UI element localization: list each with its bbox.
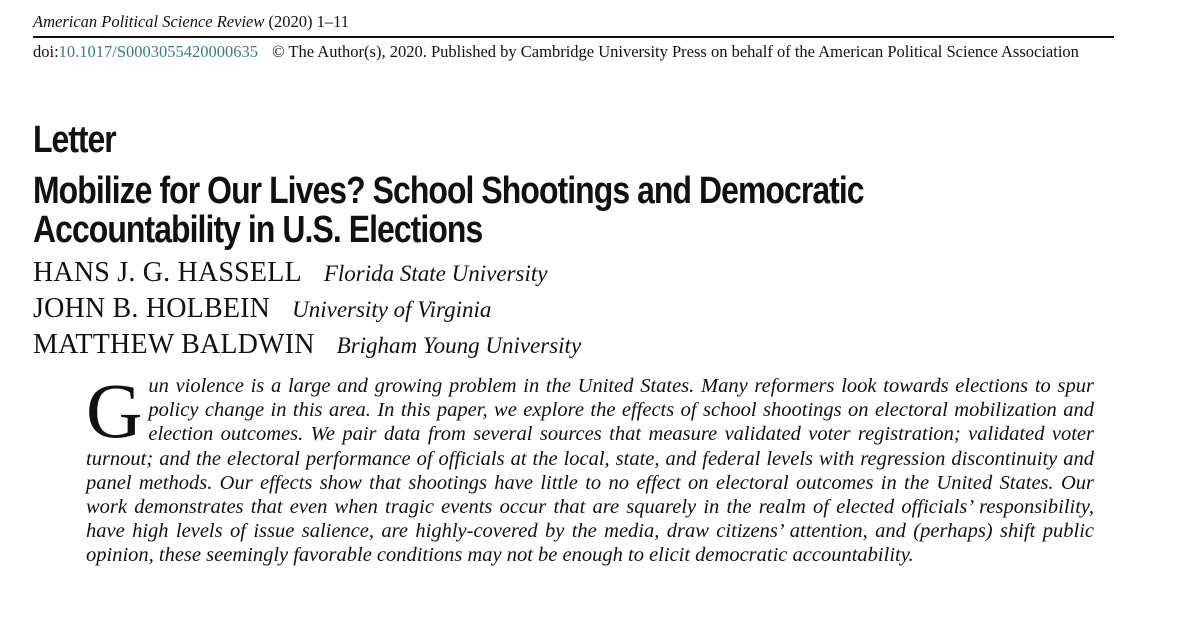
running-head: [33, 12, 349, 32]
author-name: JOHN B. HOLBEIN: [33, 293, 271, 324]
author-1: [33, 256, 547, 291]
doi-link[interactable]: 10.1017/S0003055420000635: [58, 42, 259, 61]
section-label: Letter: [33, 119, 116, 161]
author-2: [33, 292, 491, 327]
journal-name: American Political Science Review: [33, 12, 265, 31]
author-affiliation: Florida State University: [323, 261, 548, 286]
author-affiliation: University of Virginia: [292, 297, 492, 322]
copyright-notice: © The Author(s), 2020. Published by Cambridge University Press on behalf of the American Political Science Association: [272, 42, 1079, 61]
abstract-dropcap: G: [86, 367, 141, 454]
journal-year-pages: (2020) 1–11: [264, 12, 350, 31]
doi-copyright-line: [33, 41, 1115, 63]
author-name: MATTHEW BALDWIN: [33, 329, 315, 360]
author-3: [33, 328, 581, 363]
header-rule: [33, 36, 1114, 38]
author-name: HANS J. G. HASSELL: [33, 257, 302, 288]
abstract-text: un violence is a large and growing problem in the United States. Many reformers look towards elections to spur policy change in this area. In this paper, we explore the effects of school shootings on electoral mobilization and election outcomes. We pair data from several sources that measure validated voter registration; validated voter turnout; and the electoral performance of officials at the local, state, and federal levels with regression discontinuity and panel methods. Our effects show that shootings have little to no effect on electoral outcomes in the United States. Our work demonstrates that even when tragic events occur that are squarely in the realm of elected officials’ responsibility, have high levels of issue salience, are highly-covered by the media, draw citizens’ attention, and (perhaps) shift public opinion, these seemingly favorable conditions may not be enough to elicit democratic accountability.: [86, 375, 1094, 567]
doi-prefix: doi:: [33, 42, 59, 61]
abstract: [86, 367, 1094, 568]
article-title-line-1: Mobilize for Our Lives? School Shootings and Democratic: [33, 170, 864, 212]
article-title: [33, 172, 974, 250]
article-title-line-2: Accountability in U.S. Elections: [33, 209, 483, 251]
author-affiliation: Brigham Young University: [336, 333, 582, 358]
